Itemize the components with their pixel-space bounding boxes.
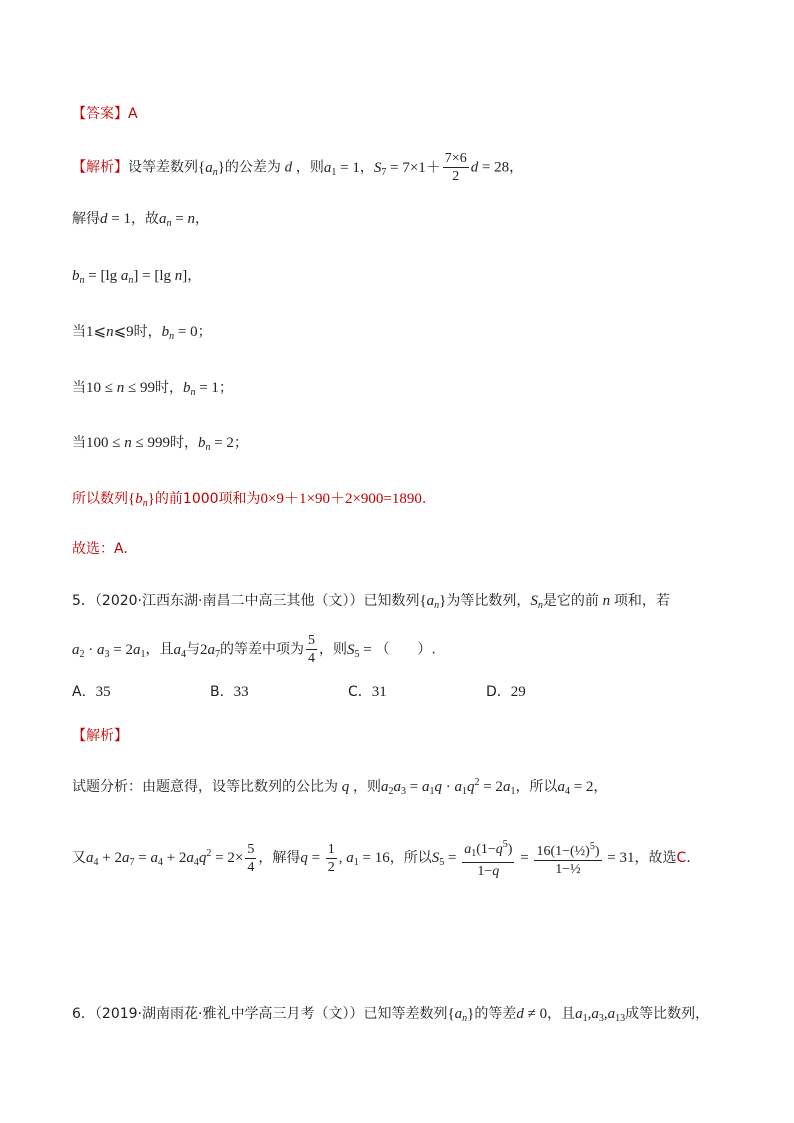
- text: 所以数列: [72, 491, 128, 507]
- text: ，则: [318, 641, 347, 658]
- answer-tag: 【答案】: [72, 106, 128, 122]
- text: ，所以: [389, 850, 432, 866]
- text: 的等差: [474, 1006, 517, 1022]
- math: d: [280, 159, 296, 176]
- math: $S_n$: [530, 593, 543, 611]
- answer-line: [72, 103, 138, 123]
- sum-line: [72, 487, 426, 509]
- case-2: [72, 377, 233, 398]
- answer-letter: C: [676, 850, 687, 866]
- analysis-line-2: [72, 836, 691, 880]
- math: $a_2a_3 = a_1q \cdot a_1q^2 = 2a_1$: [381, 777, 516, 797]
- answer-value: A: [128, 106, 138, 122]
- text: 成等比数列，: [625, 1006, 710, 1022]
- text: 的等差中项为: [219, 641, 304, 658]
- option-c[interactable]: [348, 681, 387, 701]
- option-d[interactable]: [486, 681, 526, 701]
- jiexi-line-1: [72, 150, 523, 185]
- math: $S_7 = 7\times 1+$: [373, 159, 441, 178]
- text: ，: [359, 159, 374, 176]
- math: $S_5$ =: [346, 641, 376, 660]
- text: 已知等差数列: [363, 1006, 448, 1022]
- text: ，: [593, 779, 608, 795]
- text: ，故: [130, 211, 159, 227]
- jiexi-tag: 【解析】: [72, 159, 128, 176]
- math: q: [338, 779, 353, 795]
- math: $a_4 = 2$: [557, 779, 594, 797]
- math: =: [516, 850, 533, 866]
- text: 的公差为: [224, 159, 281, 176]
- option-value: 31: [371, 684, 387, 700]
- option-label: D．: [486, 684, 511, 700]
- choose-line-1: 故选：A.: [72, 541, 128, 557]
- math: d = 1: [100, 211, 131, 227]
- text: ，解得: [258, 850, 301, 866]
- math: 10 ≤ n ≤ 99: [86, 380, 155, 396]
- text: ，且: [547, 1006, 576, 1022]
- text: ，且: [145, 641, 174, 658]
- text: 时，: [154, 380, 183, 396]
- text: 是它的前: [542, 593, 599, 609]
- fraction: $\frac{5}{4}$: [247, 841, 255, 875]
- text: ，所以: [515, 779, 558, 795]
- sum-expression: 0×9＋1×90＋2×900=1890: [260, 491, 422, 507]
- math: $a_2 \cdot a_3 = 2a_1$: [72, 641, 146, 660]
- math: $a_1,a_3,a_{13}$: [575, 1006, 626, 1024]
- math: $b_n = [\lg$ $a_n] = [\lg$ n]: [72, 268, 188, 286]
- option-value: 29: [510, 684, 526, 700]
- math: q =: [300, 850, 324, 866]
- math: $b_n = 2$: [197, 435, 234, 453]
- math: $2a_7$: [199, 641, 220, 660]
- text: 当: [72, 380, 86, 396]
- text: 当: [72, 324, 86, 340]
- text: 项和，若: [613, 593, 670, 609]
- case-3: [72, 432, 248, 453]
- text: ，: [194, 211, 209, 227]
- text: ；: [233, 435, 248, 451]
- text: .: [421, 491, 427, 507]
- text: 设等差数列: [128, 159, 198, 176]
- math: $a_4 + 2a_7 = a_4 + 2a_4q^2 = 2\times$: [86, 848, 244, 868]
- math: $\{b_n\}$: [128, 491, 155, 509]
- text: 与: [185, 641, 200, 658]
- question-number: 6．: [72, 1006, 95, 1022]
- text: ；: [197, 324, 212, 340]
- fraction: $\frac{1}{2}$: [327, 841, 335, 875]
- jiexi-tag-2: 【解析】: [72, 728, 128, 744]
- text: ，: [187, 268, 202, 284]
- math: $S_5$ =: [431, 850, 461, 868]
- math: $\{a_n\}$: [447, 1006, 475, 1024]
- option-value: 35: [95, 684, 111, 700]
- text: 当: [72, 435, 86, 451]
- line-bn: [72, 265, 201, 286]
- text: .: [686, 850, 691, 866]
- option-label: B．: [210, 684, 234, 700]
- math: $a_4$: [173, 641, 186, 660]
- question-5-line-2: [72, 632, 436, 667]
- question-5-line-1: [72, 590, 670, 611]
- math: d = 28: [470, 159, 510, 176]
- text: ，故选: [634, 850, 677, 866]
- text: 的前1000项和为: [154, 491, 261, 507]
- text: 已知数列: [363, 593, 420, 609]
- math: $a_n = n$: [158, 211, 195, 229]
- text: 时，: [169, 435, 198, 451]
- math: d ≠ 0: [516, 1006, 548, 1022]
- question-source: （2019·湖南雨花·雅礼中学高三月考（文））: [94, 1006, 364, 1022]
- question-source: （2020·江西东湖·南昌二中高三其他（文））: [94, 593, 364, 609]
- question-number: 5．: [72, 593, 95, 609]
- math: $\{a_n\}$: [198, 159, 225, 178]
- math: $b_n = 1$: [182, 380, 219, 398]
- option-b[interactable]: [210, 681, 249, 701]
- text: ，则: [295, 159, 324, 176]
- math: $b_n = 0$: [161, 324, 198, 342]
- math: $a_1 = 1$: [323, 159, 360, 178]
- text: ；: [218, 380, 233, 396]
- math: n: [598, 593, 614, 609]
- math: , $a_1 = 16$: [338, 850, 390, 868]
- math: 1⩽n⩽9: [86, 324, 134, 340]
- text: 解得: [72, 211, 100, 227]
- option-label: C．: [348, 684, 372, 700]
- math: = 31: [603, 850, 635, 866]
- text: ，则: [353, 779, 381, 795]
- text: ，: [509, 159, 524, 176]
- text: （ ）.: [375, 641, 436, 658]
- question-6-line-1: [72, 1003, 709, 1024]
- fraction: $\frac{a_1(1-q^5)}{1-q}$: [462, 836, 514, 880]
- fraction: $\frac{5}{4}$: [307, 633, 315, 666]
- math: $\{a_n\}$: [419, 593, 447, 611]
- case-1: [72, 321, 212, 342]
- text: 为等比数列，: [446, 593, 531, 609]
- text: 又: [72, 850, 86, 866]
- option-a[interactable]: [72, 681, 111, 701]
- text: 试题分析：由题意得，设等比数列的公比为: [72, 779, 338, 795]
- math: 100 ≤ n ≤ 999: [86, 435, 170, 451]
- analysis-line-1: [72, 776, 607, 797]
- line-solve-d: [72, 208, 209, 229]
- fraction: $\frac{16(1-(\frac{1}{2})^5)}{\text{1−½}}$: [534, 838, 601, 878]
- option-value: 33: [233, 684, 249, 700]
- option-label: A．: [72, 684, 96, 700]
- fraction: $\frac{7\times 6}{2}$: [444, 151, 467, 184]
- text: 时，: [133, 324, 162, 340]
